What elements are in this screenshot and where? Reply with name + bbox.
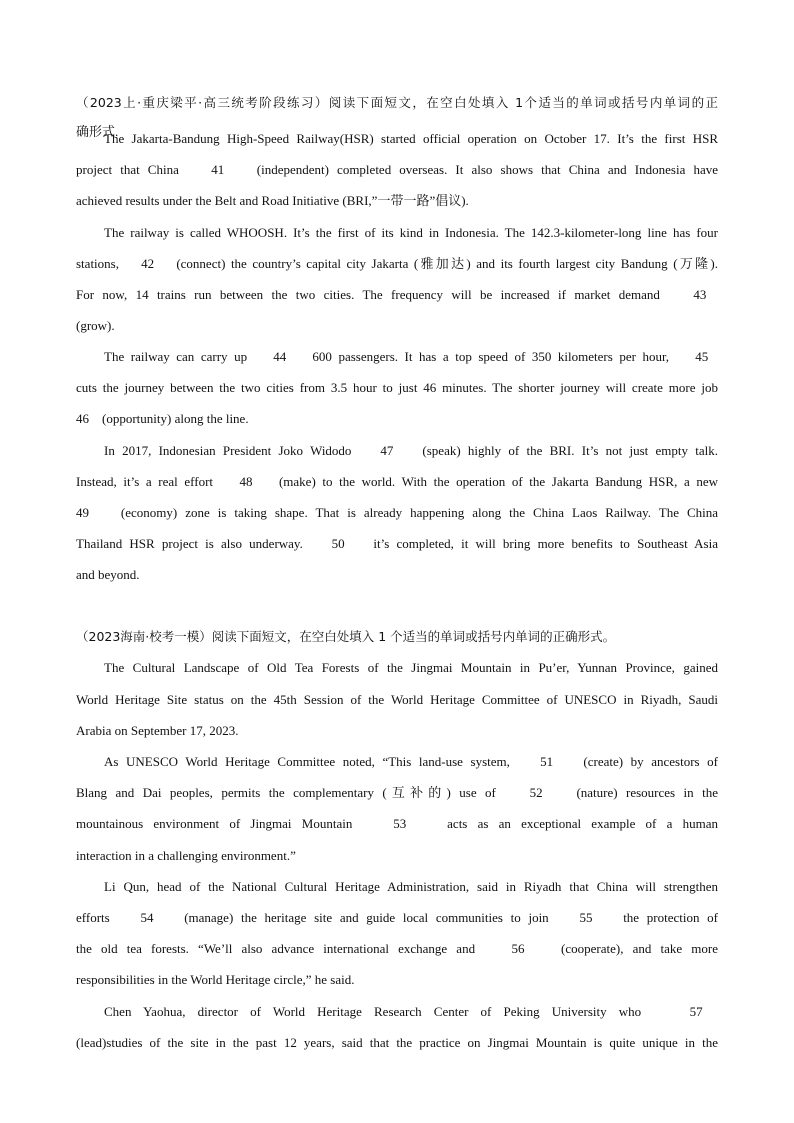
passage1-p4-line4: Thailand HSR project is also underway. 50 it’s completed, it will bring more benefits to Southeast Asia <box>76 536 718 551</box>
passage1-p4-line2: Instead, it’s a real effort 48 (make) to the world. With the operation of the Jakarta Bandung HSR, a new <box>76 474 718 489</box>
passage2-source-heading: （2023海南·校考一模）阅读下面短文，在空白处填入 1 个适当的单词或括号内单词的正确形式。 <box>76 629 616 644</box>
passage1-p4-line3: 49 (economy) zone is taking shape. That is already happening along the China Laos Railway. The China <box>76 505 718 520</box>
passage1-p4-line5: and beyond. <box>76 567 140 582</box>
passage2-p2-line1: As UNESCO World Heritage Committee noted, “This land-use system, 51 (create) by ancestors of <box>104 754 718 769</box>
passage2-p3-line1: Li Qun, head of the National Cultural Heritage Administration, said in Riyadh that China will strengthen <box>104 879 718 894</box>
passage2-p2-line4: interaction in a challenging environment.” <box>76 848 296 863</box>
passage1-p1-line3: achieved results under the Belt and Road Initiative (BRI,”一带一路”倡议). <box>76 193 469 208</box>
passage2-p3-line4: responsibilities in the World Heritage circle,” he said. <box>76 972 355 987</box>
passage1-p3-line1: The railway can carry up 44 600 passengers. It has a top speed of 350 kilometers per hour, 45 <box>104 349 718 364</box>
passage2-p2-line3: mountainous environment of Jingmai Mountain 53 acts as an exceptional example of a human <box>76 816 718 831</box>
passage1-source-heading-cont: 确形式. <box>76 124 119 139</box>
passage1-p2-line4: (grow). <box>76 318 115 333</box>
passage1-p4-line1: In 2017, Indonesian President Joko Widodo 47 (speak) highly of the BRI. It’s not just empty talk. <box>104 443 718 458</box>
passage1-p3-line3: 46 (opportunity) along the line. <box>76 411 249 426</box>
passage2-p3-line3: the old tea forests. “We’ll also advance international exchange and 56 (cooperate), and take more <box>76 941 718 956</box>
passage2-p1-line2: World Heritage Site status on the 45th Session of the World Heritage Committee of UNESCO in Riyadh, Saudi <box>76 692 718 707</box>
passage1-p2-line3: For now, 14 trains run between the two cities. The frequency will be increased if market demand 43 <box>76 287 718 302</box>
passage1-p1-line2: project that China 41 (independent) completed overseas. It also shows that China and Indonesia have <box>76 162 718 177</box>
passage2-p3-line2: efforts 54 (manage) the heritage site and guide local communities to join 55 the protection of <box>76 910 718 925</box>
passage2-p4-line1: Chen Yaohua, director of World Heritage Research Center of Peking University who 57 <box>104 1004 718 1019</box>
passage2-p4-line2: (lead)studies of the site in the past 12 years, said that the practice on Jingmai Mountain is quite unique in the <box>76 1035 718 1050</box>
passage1-source-heading: （2023上·重庆梁平·高三统考阶段练习）阅读下面短文，在空白处填入 1个适当的单词或括号内单词的正 <box>76 95 718 110</box>
passage1-p1-line1: The Jakarta-Bandung High-Speed Railway(HSR) started official operation on October 17. It’s the first HSR <box>104 131 718 146</box>
passage1-p2-line2: stations, 42 (connect) the country’s capital city Jakarta (雅加达) and its fourth largest city Bandung (万隆). <box>76 256 718 271</box>
passage1-p3-line2: cuts the journey between the two cities from 3.5 hour to just 46 minutes. The shorter journey will create more job <box>76 380 718 395</box>
passage2-p1-line3: Arabia on September 17, 2023. <box>76 723 239 738</box>
passage2-p2-line2: Blang and Dai peoples, permits the complementary (互补的) use of 52 (nature) resources in the <box>76 785 718 800</box>
passage1-p2-line1: The railway is called WHOOSH. It’s the first of its kind in Indonesia. The 142.3-kilometer-long line has four <box>104 225 718 240</box>
passage2-p1-line1: The Cultural Landscape of Old Tea Forests of the Jingmai Mountain in Pu’er, Yunnan Province, gained <box>104 660 718 675</box>
